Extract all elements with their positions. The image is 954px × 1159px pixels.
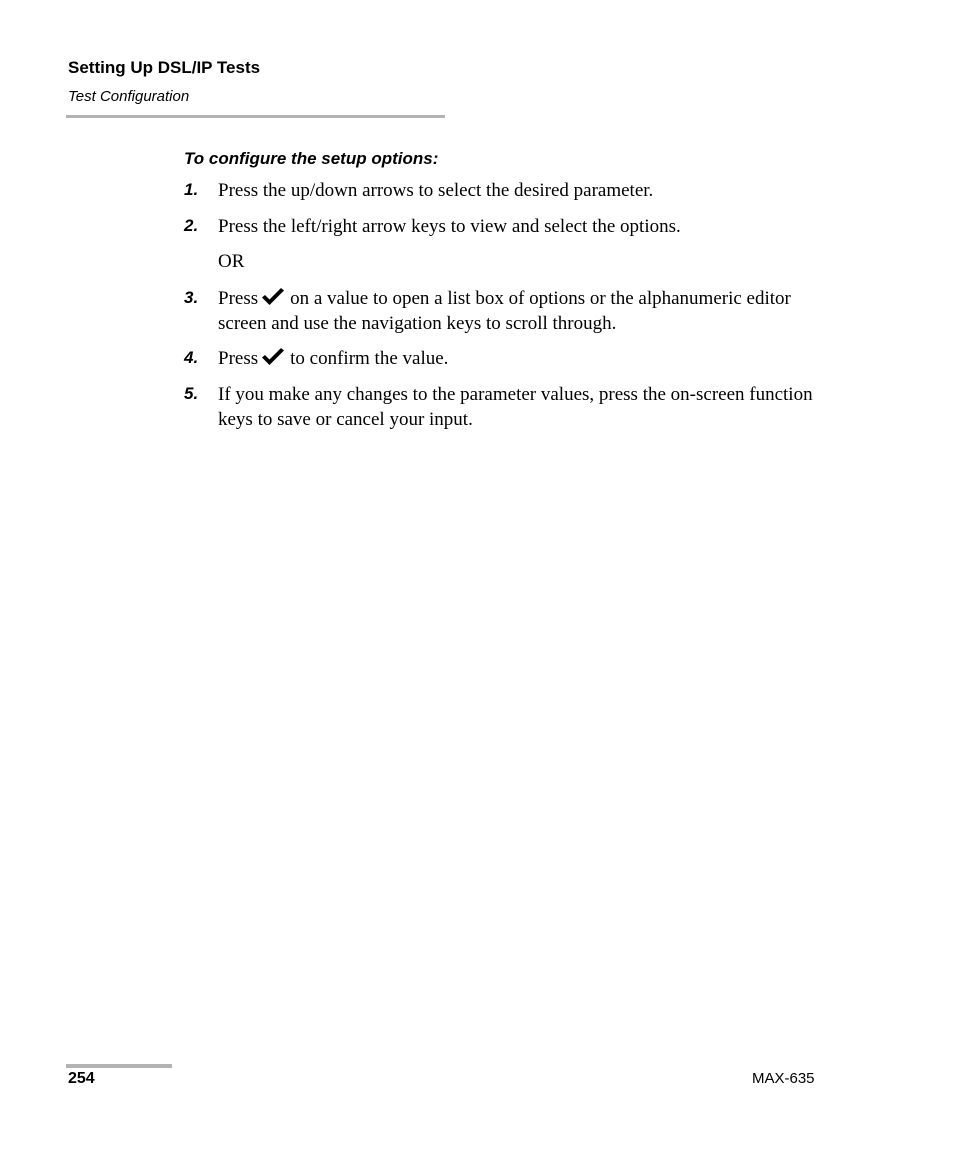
procedure-heading: To configure the setup options: <box>184 149 439 168</box>
section-title: Test Configuration <box>68 88 190 105</box>
footer-divider <box>66 1064 172 1068</box>
alternative-separator: OR <box>218 251 245 272</box>
step-number: 3. <box>184 288 199 307</box>
step-text: If you make any changes to the parameter values, press the on-screen function keys to save or cancel your input. <box>218 384 813 430</box>
step-text <box>218 346 834 371</box>
step-text-before: Press <box>218 348 259 369</box>
step-number: 2. <box>184 216 199 235</box>
step-text-before: Press <box>218 288 259 309</box>
checkmark-icon <box>260 287 286 307</box>
chapter-title: Setting Up DSL/IP Tests <box>68 58 261 77</box>
product-name: MAX-635 <box>752 1070 815 1087</box>
step-text: Press the left/right arrow keys to view and select the options. <box>218 216 681 237</box>
checkmark-icon <box>260 347 286 367</box>
step-number: 5. <box>184 384 199 403</box>
step-text: Press the up/down arrows to select the desired parameter. <box>218 180 654 201</box>
page-number: 254 <box>68 1070 95 1087</box>
step-text-after: on a value to open a list box of options or the alphanumeric editor screen and use the navigation keys to scroll through. <box>218 288 791 334</box>
header-divider <box>66 115 445 118</box>
step-number: 4. <box>184 348 199 367</box>
step-text <box>218 286 834 336</box>
step-number: 1. <box>184 180 199 199</box>
step-text-after: to confirm the value. <box>290 348 449 369</box>
